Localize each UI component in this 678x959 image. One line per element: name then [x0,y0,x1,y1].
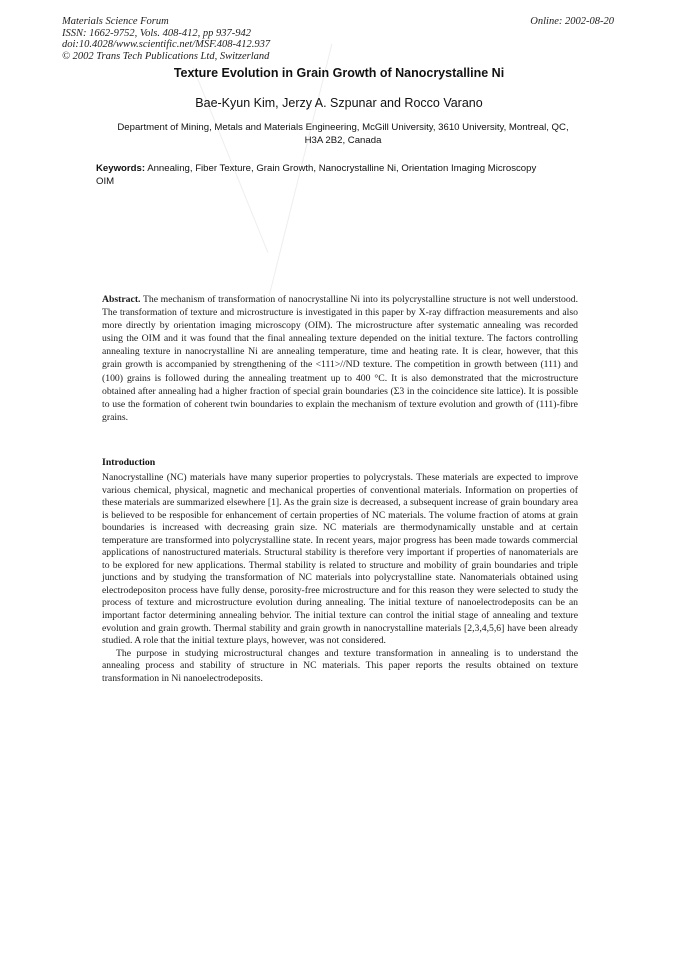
keywords [96,163,546,188]
abstract-label: Abstract. [102,294,141,305]
copyright-line: © 2002 Trans Tech Publications Ltd, Switzerland [62,50,270,62]
introduction-paragraph-2: The purpose in studying microstructural changes and texture transformation in annealing is to understand the annealing process and stability of structure in NC materials. This paper reports the results obtained on texture transformation in Ni nanoelectrodeposits. [102,647,578,684]
journal-header [62,16,270,62]
online-date: Online: 2002-08-20 [530,16,614,27]
scan-artifact-line [193,67,269,253]
abstract-text: The mechanism of transformation of nanocrystalline Ni into its polycrystalline structure is not well understood. The transformation of texture and microstructure is investigated in this paper by X-ray diffraction measurements and also more directly by orientation imaging microscopy (OIM). The microstructure after systematic annealing was recorded using the OIM and it was found that the final annealing texture depended on the initial texture. The factors controlling annealing texture in nanocrystalline Ni are annealing temperature, time and heating rate. It is clear, however, that this grain growth is accompanied by strengthening of the <111>//ND texture. The competition in growth between (111) and (100) grains is followed during the annealing treatment up to 400 °C. It is also demonstrated that the microstructure obtained after annealing had a higher fraction of special grain boundaries (Σ3 in the coincidence site lattice). It is possible to use the formation of coherent twin boundaries to explain the mechanism of texture evolution and growth of (111)-fibre grains. [102,294,578,423]
paper-affiliation: Department of Mining, Metals and Materials Engineering, McGill University, 3610 University, Montreal, QC, H3A 2B2, Canada [117,122,569,146]
introduction-paragraph-1: Nanocrystalline (NC) materials have many superior properties to polycrystals. These materials are expected to improve various chemical, physical, magnetic and mechanical properties of conventional materials. Information on properties of these materials are summarized elsewhere [1]. As the grain size is decreased, a subsequent increase of grain boundary area is believed to be resposible for enhancement of certain properties of NC materials. The volume fraction of atoms at grain boundaries is increased with decreasing grain size. NC materials are thermodynamically unstable and at certain temperature are transformed into polycrystalline state. In recent years, major progress has been made towards commercial applications of nanostructured materials. Structural stability is therefore very important if properties of nanomaterials are to be explored for new applications. Thermal stability is related to structure and mobility of grain boundaries and triple junctions and by studying the transformation of NC materials into polycrystalline state. Nanomaterials obtained using electrodepositon process have fully dense, porosity-free microstructure and for this reason they were selected to study the process of texture and microstructure evolution during annealing. The initial texture of nanoelectrodeposits can be an important factor determining annealing behvior. The initial texture can control the initial stage of annealing and texture evolution and grain growth. Thermal stability and grain growth in nanocrystalline materials [2,3,4,5,6] have been already studied. A role that the initial texture plays, however, was not considered. [102,472,578,647]
abstract [102,293,578,424]
keywords-label: Keywords: [96,163,146,174]
doi-line: doi:10.4028/www.scientific.net/MSF.408-412.937 [62,39,271,51]
journal-name: Materials Science Forum [62,16,169,27]
paper-authors: Bae-Kyun Kim, Jerzy A. Szpunar and Rocco Varano [195,96,483,110]
keywords-text: Annealing, Fiber Texture, Grain Growth, Nanocrystalline Ni, Orientation Imaging Microscopy OIM [96,163,537,187]
introduction-body [102,472,578,685]
paper-title: Texture Evolution in Grain Growth of Nanocrystalline Ni [173,66,505,80]
introduction-heading: Introduction [102,457,156,468]
issn-line: ISSN: 1662-9752, Vols. 408-412, pp 937-942 [62,27,251,39]
